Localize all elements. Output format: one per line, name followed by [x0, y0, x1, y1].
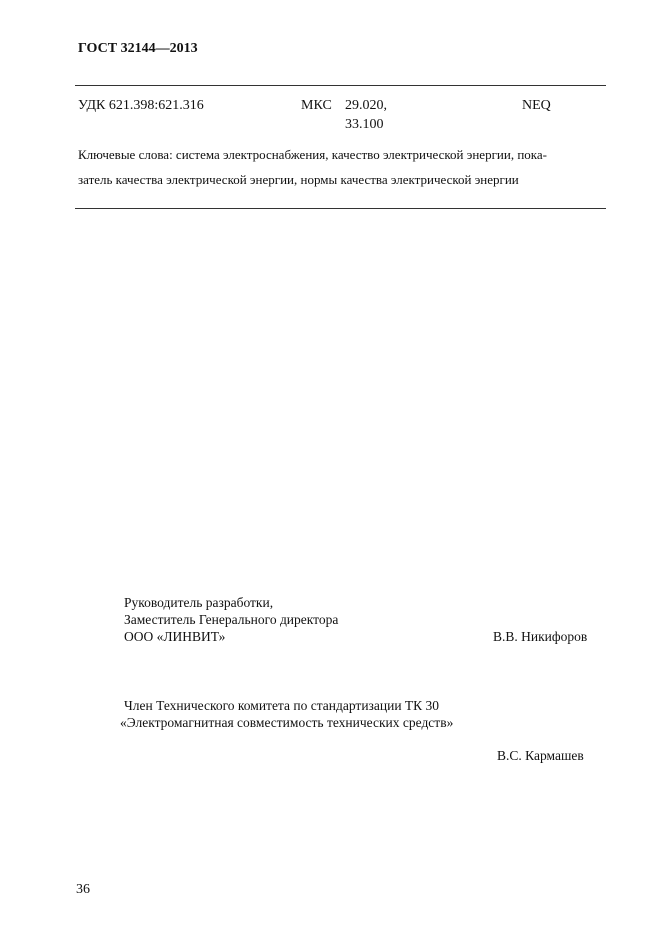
developer-role-line-1: Руководитель разработки, — [124, 595, 274, 610]
committee-member-name: В.С. Кармашев — [497, 748, 584, 763]
developer-organization: ООО «ЛИНВИТ» — [124, 629, 226, 644]
udk-code: УДК 621.398:621.316 — [78, 98, 204, 113]
keywords-line-2: затель качества электрической энергии, нормы качества электрической энергии — [78, 172, 519, 187]
mks-label: МКС — [301, 98, 332, 113]
document-header-title: ГОСТ 32144—2013 — [78, 41, 198, 56]
developer-role-line-2: Заместитель Генерального директора — [124, 612, 339, 627]
bottom-divider — [75, 208, 606, 209]
top-divider — [75, 85, 606, 86]
committee-role-line-2: «Электромагнитная совместимость технических средств» — [120, 715, 454, 730]
developer-name: В.В. Никифоров — [493, 629, 588, 644]
mks-value-1: 29.020, — [345, 98, 387, 113]
committee-role-line-1: Член Технического комитета по стандартизации ТК 30 — [124, 698, 440, 713]
page-number: 36 — [76, 882, 90, 897]
mks-value-2: 33.100 — [345, 117, 384, 132]
neq-marker: NEQ — [522, 98, 551, 113]
keywords-line-1: Ключевые слова: система электроснабжения, качество электрической энергии, пока- — [78, 147, 547, 162]
